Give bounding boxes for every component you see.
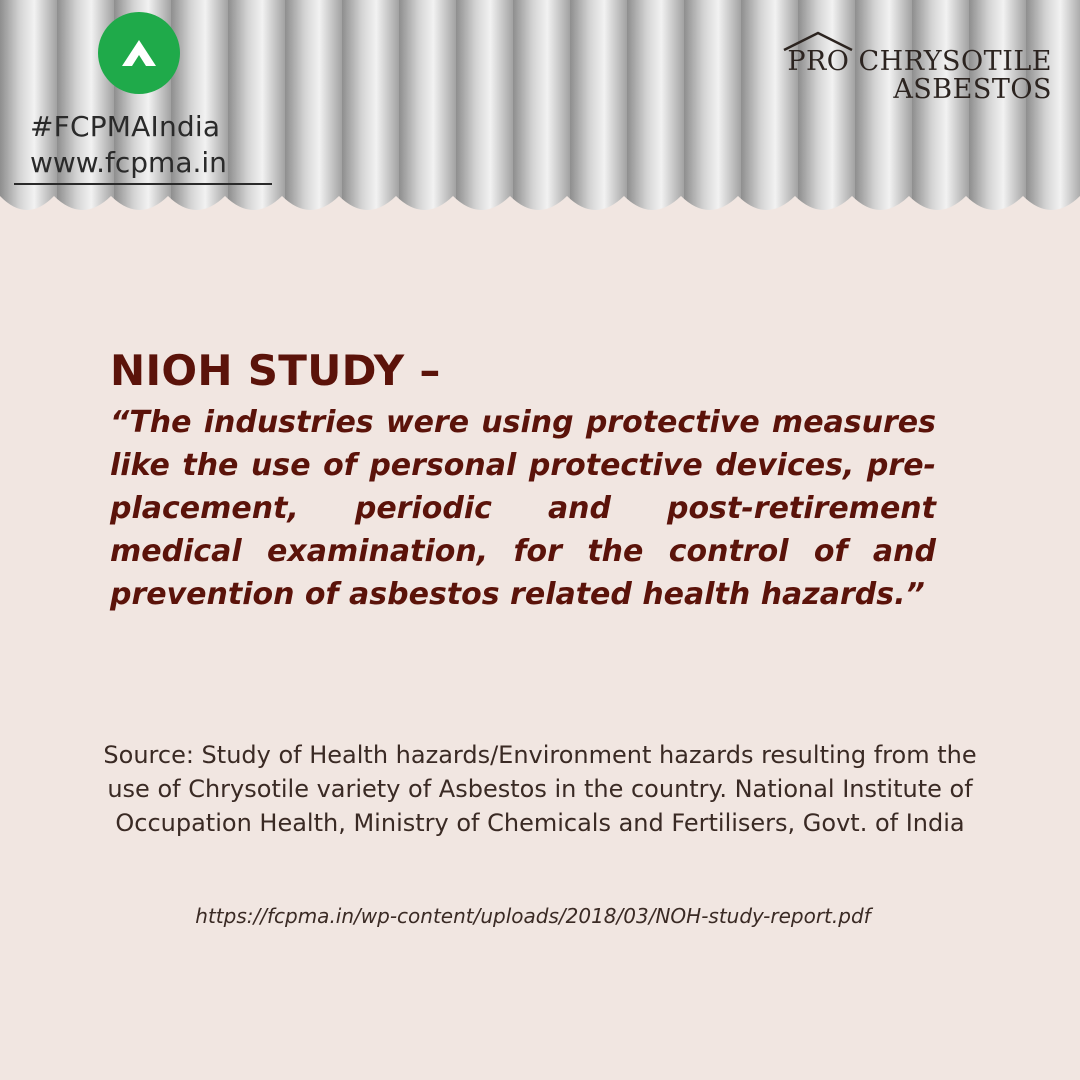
study-quote: “The industries were using protective measures like the use of personal protective devices, pre-placement, periodic and post-retirement medical examination, for the control of and prevention of asbestos related health hazards.” (110, 405, 936, 612)
brand-line-1: PRO CHRYSOTILE (787, 46, 1052, 77)
source-citation: Source: Study of Health hazards/Environment hazards resulting from the use of Chrysotile variety of Asbestos in the country. National Institute of Occupation Health, Ministry of Chemicals and Fertilisers, Govt. of India (103, 741, 977, 837)
report-link[interactable]: https://fcpma.in/wp-content/uploads/2018/03/NOH-study-report.pdf (195, 904, 871, 928)
website-link[interactable]: www.fcpma.in (30, 146, 227, 179)
page-title: NIOH STUDY – (110, 346, 441, 395)
brand-line-2: ASBESTOS (893, 74, 1052, 105)
chevron-up-icon (122, 40, 156, 66)
divider (14, 183, 272, 185)
hashtag-text: #FCPMAIndia (30, 110, 221, 143)
fcpma-logo (98, 12, 180, 94)
pro-chrysotile-asbestos-logo (782, 30, 1052, 104)
